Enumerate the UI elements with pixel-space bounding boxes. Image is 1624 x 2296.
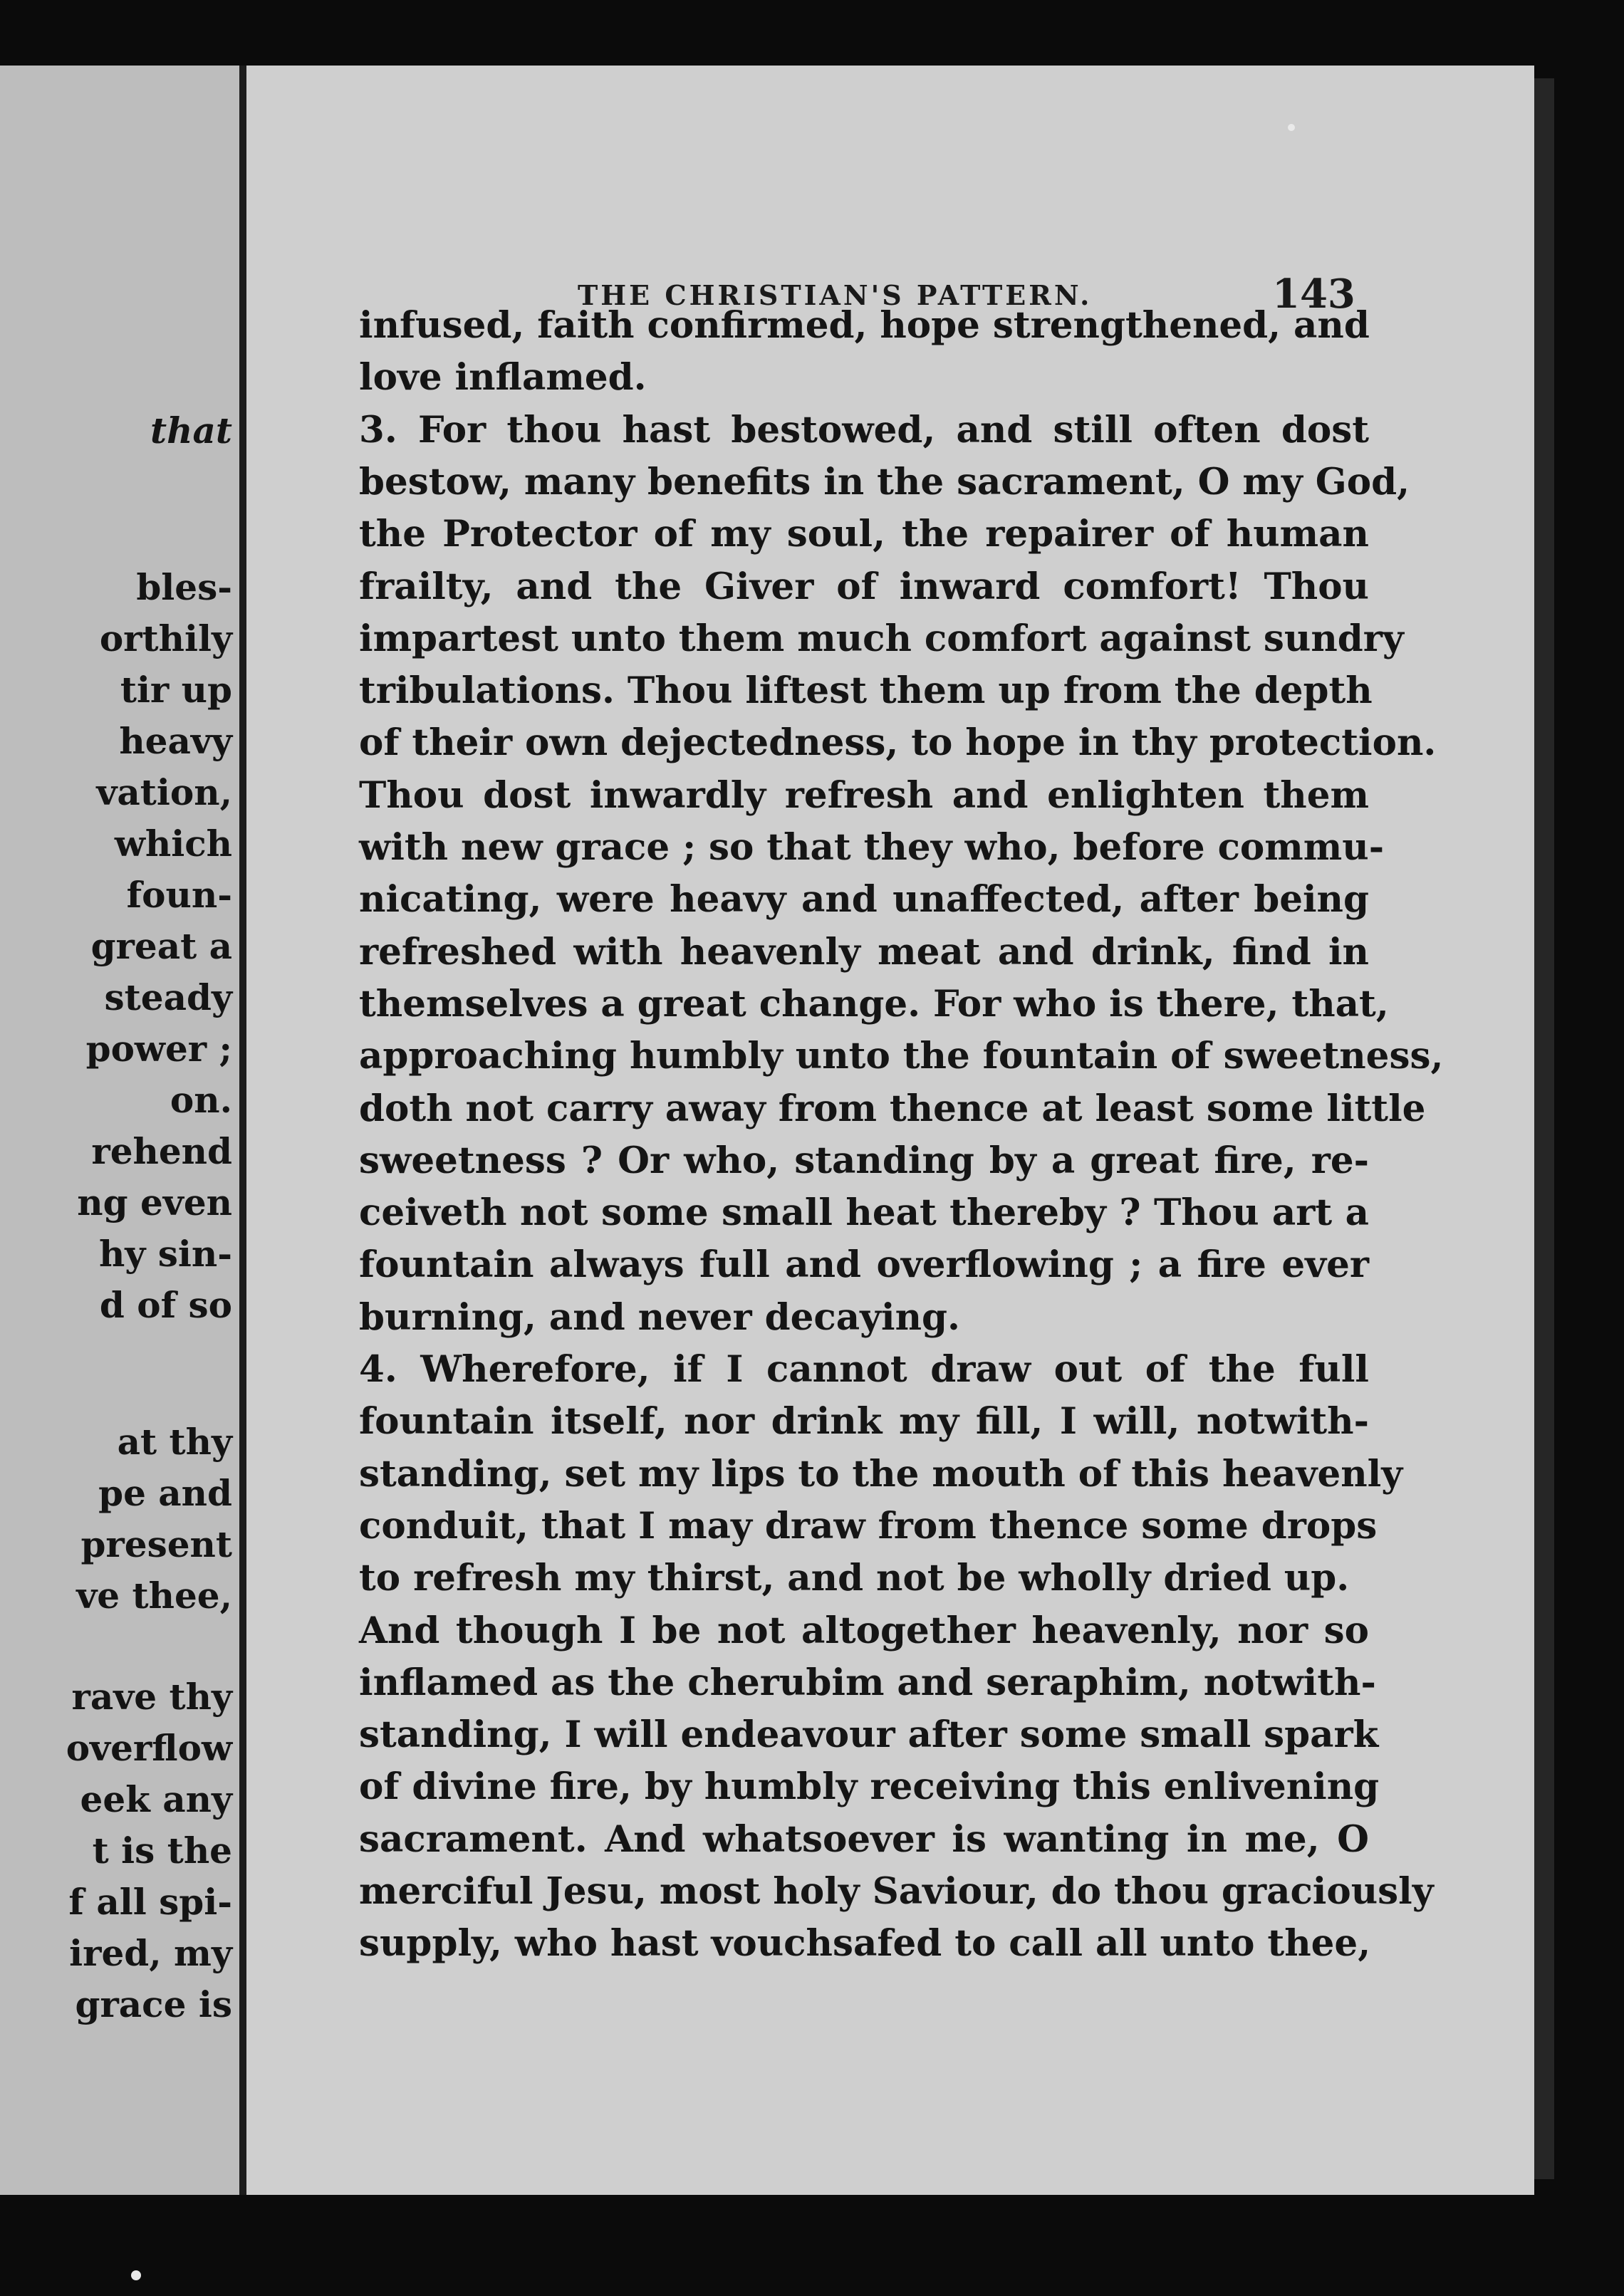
left-page-fragment: vation, [96,771,232,813]
text-line: nicating, were heavy and unaffected, after being [359,878,1369,922]
text-line: 3. For thou hast bestowed, and still often dost [359,408,1369,452]
text-line: standing, set my lips to the mouth of this heavenly [359,1452,1403,1496]
left-page-fragment: pe and [98,1472,232,1514]
text-line: supply, who hast vouchsafed to call all unto thee, [359,1922,1371,1966]
text-line: doth not carry away from thence at least some little [359,1087,1426,1130]
left-page [0,66,239,2195]
text-line: standing, I will endeavour after some small spark [359,1713,1379,1757]
text-line: sweetness ? Or who, standing by a great fire, re- [359,1139,1369,1182]
speck [131,2270,141,2280]
left-page-fragment: power ; [85,1028,232,1070]
text-line: impartest unto them much comfort against sundry [359,617,1404,660]
text-line: to refresh my thirst, and not be wholly dried up. [359,1557,1350,1600]
text-line: of their own dejectedness, to hope in thy protection. [359,721,1437,765]
text-line: fountain itself, nor drink my fill, I will, notwith- [359,1400,1369,1444]
text-line: refreshed with heavenly meat and drink, find in [359,930,1369,974]
text-line: Thou dost inwardly refresh and enlighten them [359,773,1369,817]
left-page-fragment: great a [90,925,232,967]
text-line: bestow, many benefits in the sacrament, O my God, [359,460,1410,503]
left-page-fragment: which [114,823,232,865]
text-line: conduit, that I may draw from thence some drops [359,1504,1378,1548]
speck [1288,124,1295,131]
left-page-fragment: heavy [119,720,232,762]
left-page-fragment: on. [170,1079,232,1121]
left-page-fragment: rave thy [71,1676,232,1718]
left-page-fragment: grace is [75,1983,232,2025]
left-page-fragment: ve thee, [76,1575,232,1617]
text-line: merciful Jesu, most holy Saviour, do thou graciously [359,1870,1434,1913]
text-line: frailty, and the Giver of inward comfort! Thou [359,565,1369,608]
left-page-fragment: hy sin- [98,1233,232,1275]
text-line: infused, faith confirmed, hope strengthened, and [359,304,1370,347]
left-page-fragment: at thy [117,1421,232,1463]
page-number: 143 [1272,271,1355,318]
text-line: themselves a great change. For who is there, that, [359,982,1389,1026]
book-edge [1534,78,1554,2179]
text-line: love inflamed. [359,356,647,400]
left-page-fragment: steady [104,976,232,1018]
right-page [246,66,1534,2195]
left-page-fragment: overflow [66,1727,232,1769]
text-line: inflamed as the cherubim and seraphim, notwith- [359,1661,1376,1704]
text-line: ceiveth not some small heat thereby ? Thou art a [359,1191,1369,1235]
text-line: fountain always full and overflowing ; a fire ever [359,1243,1369,1287]
left-page-fragment: f all spi- [68,1881,232,1923]
text-line: And though I be not altogether heavenly, nor so [359,1609,1369,1652]
text-line: sacrament. And whatsoever is wanting in me, O [359,1817,1369,1861]
left-page-fragment: d of so [99,1284,232,1326]
text-line: approaching humbly unto the fountain of sweetness, [359,1035,1444,1078]
left-page-fragment: ng even [77,1181,232,1223]
text-line: 4. Wherefore, if I cannot draw out of the full [359,1348,1369,1391]
text-line: with new grace ; so that they who, before commu- [359,826,1385,869]
text-line: the Protector of my soul, the repairer of human [359,513,1369,556]
left-page-fragment: present [80,1523,232,1565]
text-line: tribulations. Thou liftest them up from the depth [359,669,1373,713]
left-page-fragment: t is the [92,1830,232,1872]
left-page-fragment: that [150,409,232,452]
text-line: of divine fire, by humbly receiving this enlivening [359,1765,1380,1809]
left-page-fragment: eek any [80,1778,232,1820]
text-line: burning, and never decaying. [359,1295,960,1339]
left-page-fragment: tir up [120,669,232,711]
left-page-fragment: bles- [136,566,232,608]
left-page-fragment: orthily [99,617,232,659]
running-title: THE CHRISTIAN'S PATTERN. [578,279,1093,311]
left-page-fragment: ired, my [69,1932,232,1974]
left-page-fragment: rehend [91,1130,232,1172]
left-page-fragment: foun- [126,874,232,916]
book-gutter [239,66,246,2195]
